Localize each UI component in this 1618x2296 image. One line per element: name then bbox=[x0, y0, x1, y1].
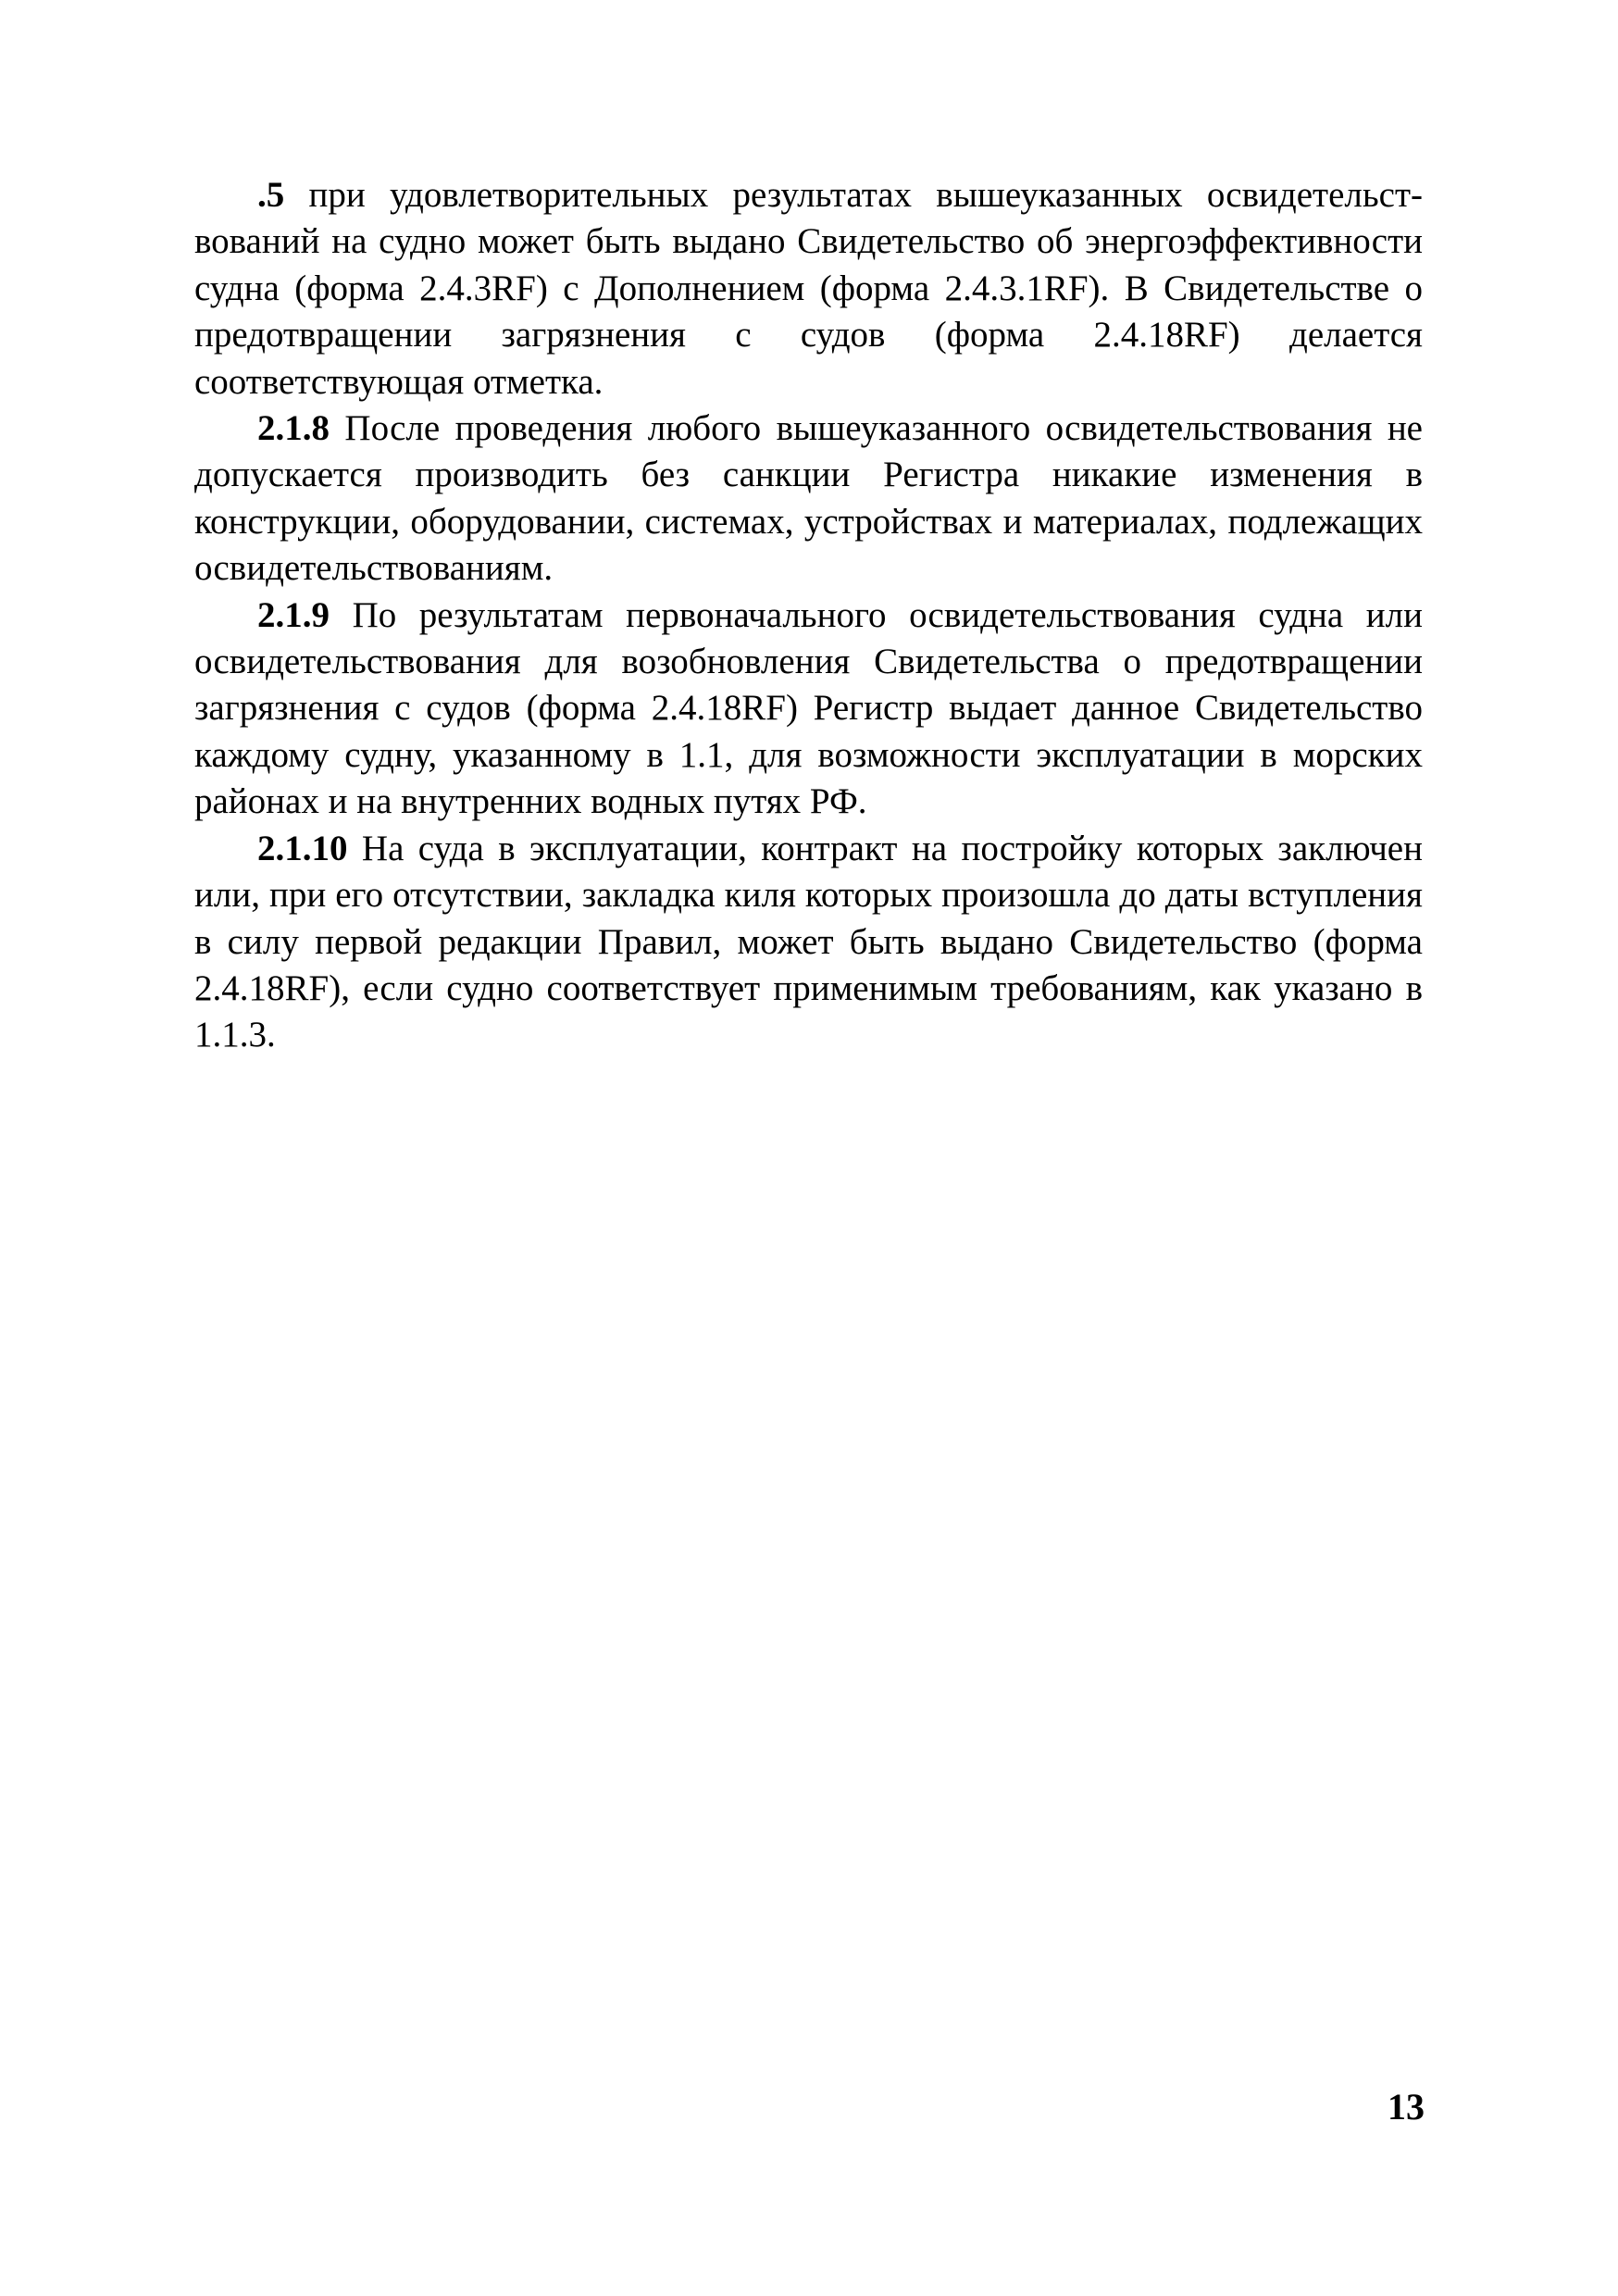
paragraph-text: при удовлетворительных результатах вышеуказанных освидетельствований на судно может быть выдано Свидетельство об энергоэффективности судна (форма 2.4.3RF) с Дополнением (форма 2.4.3.1RF). В Свидетельстве о предотвращении загрязнения с судов (форма 2.4.18RF) делается соответствующая отметка. bbox=[194, 175, 1423, 402]
paragraph-number: 2.1.10 bbox=[257, 828, 348, 868]
paragraph-item-5 bbox=[194, 172, 1423, 406]
paragraph-number: 2.1.9 bbox=[257, 594, 330, 635]
paragraph-number: .5 bbox=[257, 175, 285, 215]
paragraph-text: После проведения любого вышеуказанного освидетельствования не допускается производить без санкции Регистра никакие изменения в конструкции, оборудовании, системах, устройствах и материалах, подлежащих освидетельствованиям. bbox=[194, 408, 1423, 589]
paragraph-2-1-9 bbox=[194, 593, 1423, 826]
paragraph-text: По результатам первоначального освидетельствования судна или освидетельствования для возобновления Свидетельства о предотвращении загрязнения с судов (форма 2.4.18RF) Регистр выдает данное Свидетельство каждому судну, указанному в 1.1, для возможности эксплуатации в морских районах и на внутренних водных путях РФ. bbox=[194, 594, 1423, 822]
paragraph-text: На суда в эксплуатации, контракт на постройку которых заключен или, при его отсутствии, закладка киля которых произошла до даты вступления в силу первой редакции Правил, может быть выдано Свидетельство (форма 2.4.18RF), если судно соответствует применимым требованиям, как указано в 1.1.3. bbox=[194, 828, 1423, 1055]
paragraph-2-1-10 bbox=[194, 826, 1423, 1059]
page-number: 13 bbox=[1388, 2086, 1425, 2128]
paragraph-2-1-8 bbox=[194, 406, 1423, 593]
body-text bbox=[194, 172, 1423, 1059]
paragraph-number: 2.1.8 bbox=[257, 408, 330, 449]
